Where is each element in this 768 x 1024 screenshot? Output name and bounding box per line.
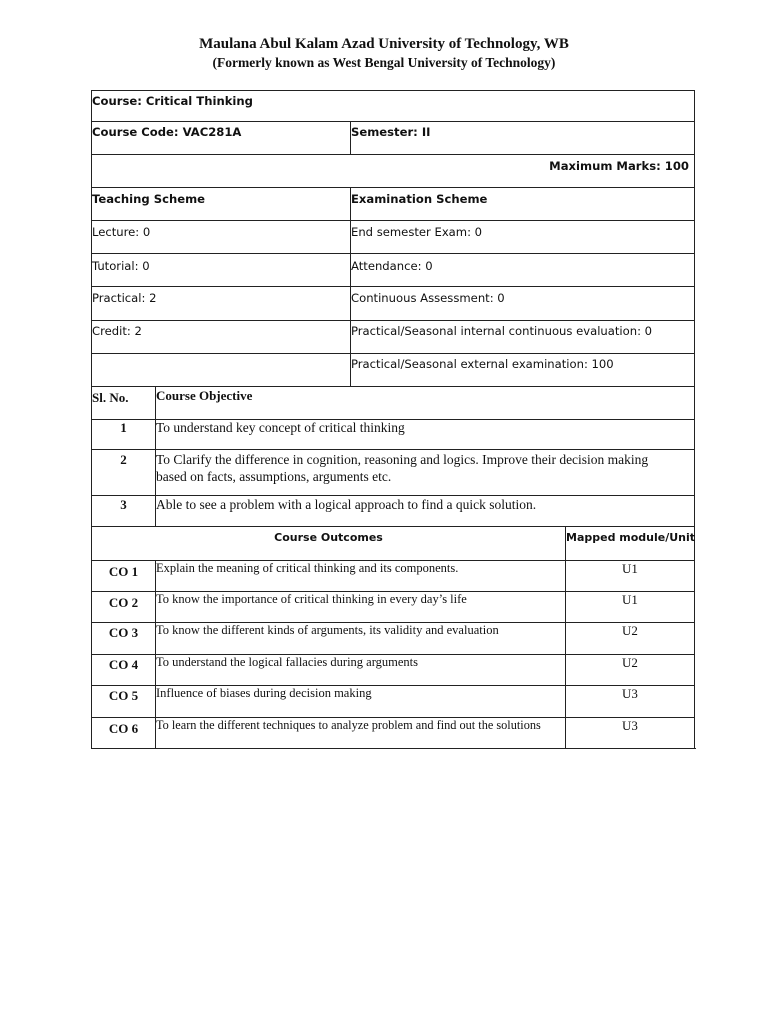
teaching-item: Credit: 2 — [92, 324, 142, 338]
co-label: CO 4 — [108, 657, 139, 672]
unit-value: U1 — [622, 592, 638, 607]
exam-scheme-heading-cell — [350, 188, 694, 220]
objective-text-cell — [155, 420, 694, 449]
teaching-item: Practical: 2 — [92, 291, 157, 305]
teaching-item: Lecture: 0 — [92, 225, 151, 239]
semester-value: II — [421, 125, 431, 139]
unit-cell — [565, 592, 694, 622]
semester-label: Semester: — [351, 125, 422, 139]
outcome-row — [91, 685, 695, 717]
unit-cell — [565, 623, 694, 654]
co-text-cell — [155, 686, 565, 717]
exam-item-cell — [350, 221, 694, 253]
scheme-row — [91, 220, 695, 253]
objective-text-line: based on facts, assumptions, arguments etc. — [156, 469, 392, 484]
exam-item-cell — [350, 287, 694, 320]
course-code-row — [91, 121, 695, 154]
co-label: CO 1 — [108, 564, 139, 579]
unit-value: U3 — [622, 686, 638, 701]
objective-heading-cell — [155, 387, 694, 419]
objective-no-cell — [92, 450, 155, 495]
exam-item: End semester Exam: 0 — [351, 225, 483, 239]
outcome-row — [91, 717, 695, 748]
co-text: Influence of biases during decision making — [156, 686, 372, 700]
co-cell — [92, 592, 155, 622]
course-title: Course: Critical Thinking — [92, 94, 253, 108]
outcomes-heading-row — [91, 526, 695, 560]
exam-item: Practical/Seasonal internal continuous evaluation: 0 — [351, 324, 653, 338]
co-cell — [92, 655, 155, 685]
university-name: Maulana Abul Kalam Azad University of Technology, WB — [199, 36, 569, 52]
course-code-value: VAC281A — [182, 125, 242, 139]
co-label: CO 2 — [108, 595, 139, 610]
unit-cell — [565, 655, 694, 685]
objective-no-cell — [92, 420, 155, 449]
co-text-cell — [155, 718, 565, 748]
scheme-heading-row — [91, 187, 695, 220]
exam-item-cell — [350, 254, 694, 286]
co-cell — [92, 686, 155, 717]
objective-row — [91, 495, 695, 526]
co-text: Explain the meaning of critical thinking and its components. — [156, 561, 459, 575]
exam-item-cell — [350, 321, 694, 353]
objective-text-cell — [155, 496, 694, 526]
scheme-row — [91, 286, 695, 320]
unit-cell — [565, 686, 694, 717]
exam-item-cell — [350, 354, 694, 386]
unit-value: U2 — [622, 623, 638, 638]
outcome-row — [91, 622, 695, 654]
objective-no-cell — [92, 496, 155, 526]
co-text: To understand the logical fallacies during arguments — [156, 655, 419, 669]
objective-no: 3 — [120, 497, 127, 512]
objective-row — [91, 449, 695, 495]
objective-text-line: To Clarify the difference in cognition, reasoning and logics. Improve their decision making — [156, 452, 649, 467]
objective-row — [91, 419, 695, 449]
teaching-scheme-heading: Teaching Scheme — [92, 192, 206, 206]
co-cell — [92, 718, 155, 748]
outcomes-heading-cell — [92, 527, 565, 560]
objective-text: Able to see a problem with a logical approach to find a quick solution. — [156, 497, 537, 512]
course-title-row — [91, 90, 695, 121]
objective-text: To understand key concept of critical thinking — [156, 420, 405, 435]
co-text-cell — [155, 561, 565, 591]
objective-no: 2 — [120, 452, 127, 467]
co-label: CO 5 — [108, 688, 139, 703]
objective-no: 1 — [120, 420, 127, 435]
objective-text-cell — [155, 450, 694, 495]
semester — [351, 125, 431, 139]
course-outcomes-heading: Course Outcomes — [274, 531, 383, 544]
examination-scheme-heading: Examination Scheme — [351, 192, 488, 206]
max-marks: Maximum Marks: 100 — [549, 159, 689, 173]
co-text-cell — [155, 623, 565, 654]
outcome-row — [91, 654, 695, 685]
mapped-heading-cell — [565, 527, 694, 560]
scheme-row — [91, 320, 695, 353]
exam-item: Practical/Seasonal external examination: 100 — [351, 357, 614, 371]
co-text-cell — [155, 592, 565, 622]
unit-value: U1 — [622, 561, 638, 576]
co-cell — [92, 623, 155, 654]
max-marks-row — [91, 154, 695, 187]
co-label: CO 3 — [108, 625, 139, 640]
exam-item: Continuous Assessment: 0 — [351, 291, 505, 305]
outcome-row — [91, 591, 695, 622]
co-text: To know the importance of critical thinking in every day’s life — [156, 592, 467, 606]
objectives-heading-row — [91, 386, 695, 419]
unit-cell — [565, 718, 694, 748]
unit-value: U2 — [622, 655, 638, 670]
formerly-known-as: (Formerly known as West Bengal University of Technology) — [212, 55, 556, 70]
semester-cell — [350, 122, 694, 154]
course-code-label: Course Code: — [92, 125, 183, 139]
scheme-row — [91, 353, 695, 386]
outcome-row — [91, 560, 695, 591]
scheme-row — [91, 253, 695, 286]
mapped-module-heading: Mapped module/Unit — [566, 531, 696, 544]
unit-cell — [565, 561, 694, 591]
course-objective-heading: Course Objective — [156, 388, 253, 403]
co-cell — [92, 561, 155, 591]
co-label: CO 6 — [108, 721, 139, 736]
unit-value: U3 — [622, 718, 638, 733]
co-text: To know the different kinds of arguments, its validity and evaluation — [156, 623, 499, 637]
sl-no-heading: Sl. No. — [92, 390, 129, 405]
course-code — [92, 125, 241, 139]
co-text-cell — [155, 655, 565, 685]
exam-item: Attendance: 0 — [351, 259, 433, 273]
table-bottom-border — [91, 748, 696, 749]
co-text: To learn the different techniques to analyze problem and find out the solutions — [156, 718, 541, 732]
teaching-item: Tutorial: 0 — [92, 259, 150, 273]
